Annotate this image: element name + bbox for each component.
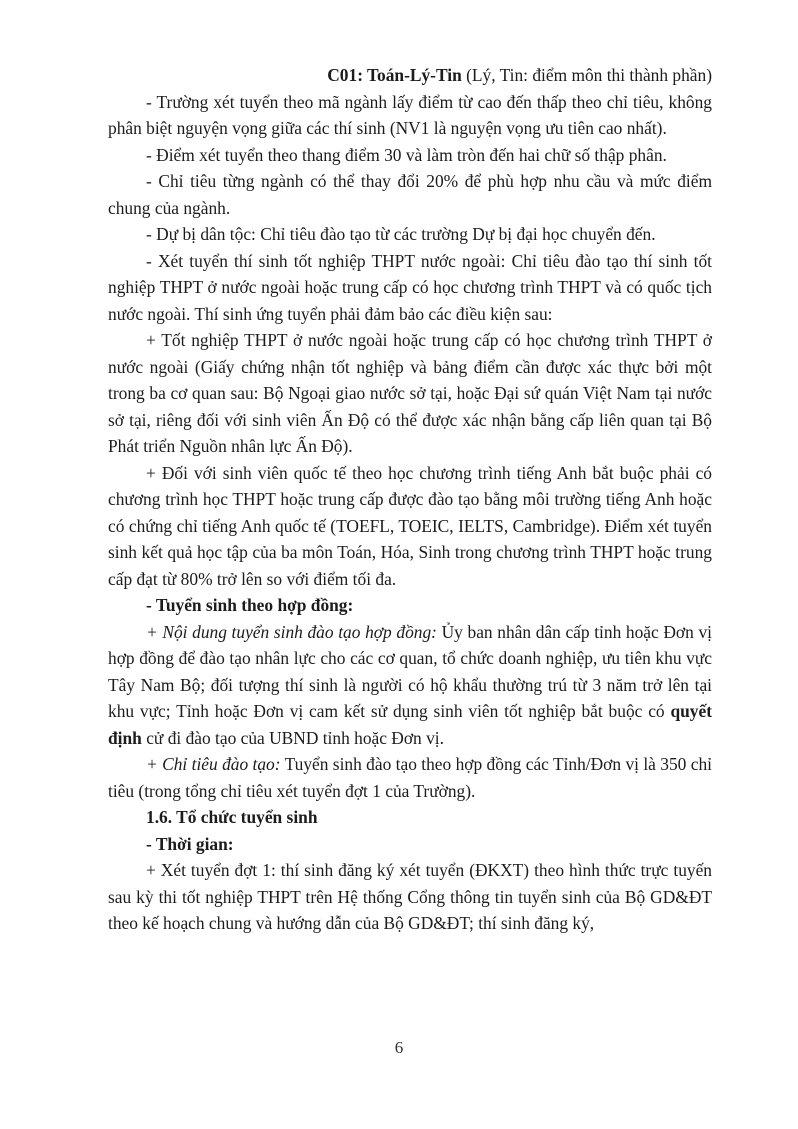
contract-content-text-before: Ủy ban nhân dân cấp tỉnh hoặc Đơn vị hợp đồng để đào tạo nhân lực cho các cơ quan, tổ chức doanh nghiệp, ưu tiên khu vực Tây Nam Bộ; đối tượng thí sinh là người có hộ khẩu thường trú từ 3 năm trở lên tại khu vực; Tỉnh hoặc Đơn vị cam kết sử dụng sinh viên tốt nghiệp bắt buộc có xyxy=(108,621,712,721)
time-section-title: - Thời gian: xyxy=(146,833,234,854)
paragraph-quota-change: - Chỉ tiêu từng ngành có thể thay đổi 20% để phù hợp nhu cầu và mức điểm chung của ngành. xyxy=(108,171,712,218)
paragraph-contract-quota xyxy=(108,751,712,804)
contract-content-bold: quyết định xyxy=(108,701,712,748)
contract-section-title: - Tuyển sinh theo hợp đồng: xyxy=(146,595,354,615)
paragraph-score-scale: - Điểm xét tuyển theo thang điểm 30 và làm tròn đến hai chữ số thập phân. xyxy=(146,144,667,165)
paragraph-contract-content xyxy=(108,619,712,752)
paragraph-foreign-condition-2: + Đối với sinh viên quốc tế theo học chương trình tiếng Anh bắt buộc phải có chương trình học THPT hoặc trung cấp được đào tạo bằng môi trường tiếng Anh hoặc có chứng chỉ tiếng Anh quốc tế (TOEFL, TOEIC, IELTS, Cambridge). Điểm xét tuyển sinh kết quả học tập của ba môn Toán, Hóa, Sinh trong chương trình THPT hoặc trung cấp đạt từ 80% trở lên so với điểm tối đa. xyxy=(108,462,712,589)
paragraph-ranking-rule: - Trường xét tuyển theo mã ngành lấy điểm từ cao đến thấp theo chỉ tiêu, không phân biệt nguyện vọng giữa các thí sinh (NV1 là nguyện vọng ưu tiên cao nhất). xyxy=(108,91,712,138)
heading-line xyxy=(108,62,712,89)
subject-code: C01: Toán-Lý-Tin xyxy=(327,65,462,85)
page-number: 6 xyxy=(394,1038,404,1057)
document-body xyxy=(108,62,712,937)
contract-quota-text: Tuyển sinh đào tạo theo hợp đồng các Tỉnh/Đơn vị là 350 chỉ tiêu (trong tổng chỉ tiêu xét tuyển đợt 1 của Trường). xyxy=(108,754,712,801)
contract-content-text-after: cử đi đào tạo của UBND tỉnh hoặc Đơn vị. xyxy=(141,727,444,748)
contract-content-label: + Nội dung tuyển sinh đào tạo hợp đồng: xyxy=(146,621,437,642)
organization-section-title: 1.6. Tổ chức tuyển sinh xyxy=(146,807,318,827)
subject-note: (Lý, Tin: điểm môn thi thành phần) xyxy=(461,65,712,85)
paragraph-round-1: + Xét tuyển đợt 1: thí sinh đăng ký xét tuyển (ĐKXT) theo hình thức trực tuyến sau kỳ thi tốt nghiệp THPT trên Hệ thống Cổng thông tin tuyển sinh của Bộ GD&ĐT theo kế hoạch chung và hướng dẫn của Bộ GD&ĐT; thí sinh đăng ký, xyxy=(108,860,712,933)
contract-quota-label: + Chỉ tiêu đào tạo: xyxy=(146,754,281,774)
paragraph-ethnic-preparatory: - Dự bị dân tộc: Chỉ tiêu đào tạo từ các trường Dự bị đại học chuyển đến. xyxy=(146,224,656,244)
paragraph-foreign-condition-1: + Tốt nghiệp THPT ở nước ngoài hoặc trung cấp có học chương trình THPT ở nước ngoài (Giấy chứng nhận tốt nghiệp và bảng điểm cần được xác thực bởi một trong ba cơ quan sau: Bộ Ngoại giao nước sở tại, hoặc Đại sứ quán Việt Nam tại nước sở tại, riêng đối với sinh viên Ấn Độ có thể được xác nhận bằng cấp liên quan tại Bộ Phát triển Nguồn nhân lực Ấn Độ). xyxy=(108,330,712,456)
paragraph-foreign-graduates: - Xét tuyển thí sinh tốt nghiệp THPT nước ngoài: Chỉ tiêu đào tạo thí sinh tốt nghiệp THPT ở nước ngoài hoặc trung cấp có học chương trình THPT và có quốc tịch nước ngoài. Thí sinh ứng tuyển phải đảm bảo các điều kiện sau: xyxy=(108,250,712,324)
